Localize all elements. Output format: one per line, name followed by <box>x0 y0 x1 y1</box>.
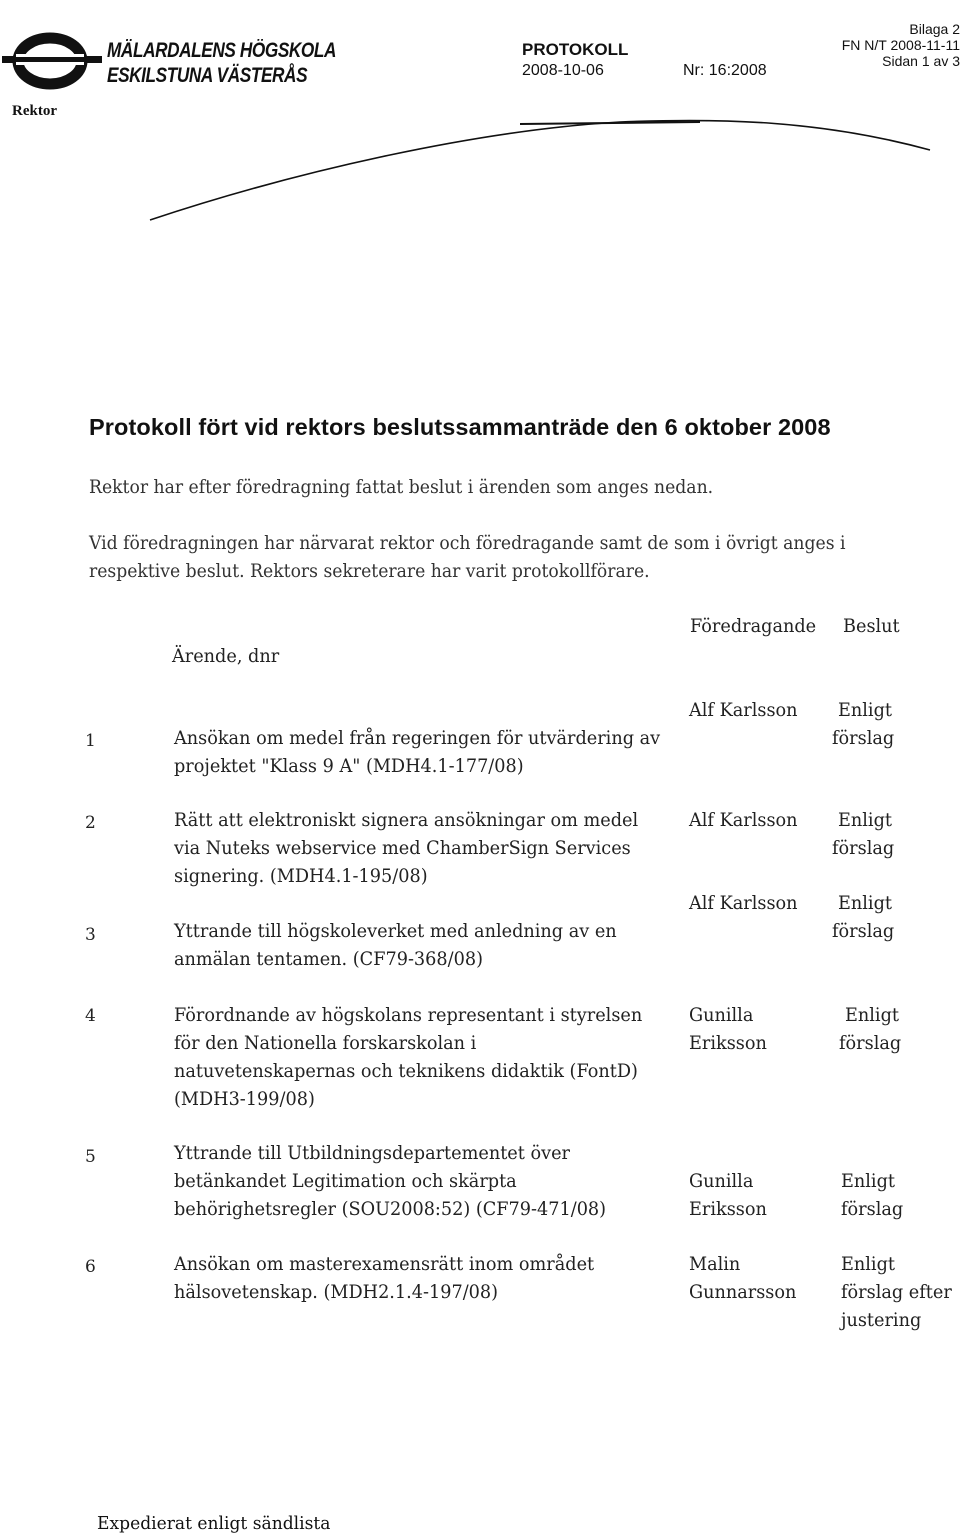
row-description-line: via Nuteks webservice med ChamberSign Services <box>174 837 631 859</box>
row-description-line: för den Nationella forskarskolan i <box>174 1032 477 1054</box>
column-header-arende: Ärende, dnr <box>172 645 280 667</box>
row-description-line: betänkandet Legitimation och skärpta <box>174 1170 517 1192</box>
row-decision-line: Enligt <box>838 809 892 831</box>
row-decision-line: Enligt <box>838 699 892 721</box>
row-presenter-line: Gunilla <box>689 1004 754 1026</box>
page-indicator: Sidan 1 av 3 <box>882 53 960 69</box>
intro-paragraph-2-line-1: Vid föredragningen har närvarat rektor och föredragande samt de som i övrigt anges i <box>89 533 846 554</box>
reference-code: FN N/T 2008-11-11 <box>841 37 960 53</box>
row-presenter-line: Gunilla <box>689 1170 754 1192</box>
page-title: Protokoll fört vid rektors beslutssammanträde den 6 oktober 2008 <box>89 414 831 440</box>
row-description-line: Ansökan om masterexamensrätt inom området <box>174 1253 595 1275</box>
intro-paragraph-1: Rektor har efter föredragning fattat beslut i ärenden som anges nedan. <box>89 477 714 498</box>
row-description-line: Rätt att elektroniskt signera ansökningar om medel <box>174 809 639 831</box>
row-presenter-line: Malin <box>689 1253 741 1275</box>
row-description-line: natuvetenskapernas och teknikens didaktik (FontD) <box>174 1060 638 1082</box>
row-decision-line: Enligt <box>841 1253 895 1275</box>
row-description-line: projektet "Klass 9 A" (MDH4.1-177/08) <box>174 755 524 777</box>
row-decision-line: förslag <box>841 1198 904 1220</box>
row-number: 3 <box>85 925 96 945</box>
document-date: 2008-10-06 <box>522 62 604 79</box>
row-presenter-line: Eriksson <box>689 1198 767 1220</box>
row-decision-line: Enligt <box>841 1170 895 1192</box>
row-description-line: Yttrande till Utbildningsdepartementet över <box>174 1142 571 1164</box>
row-presenter: Alf Karlsson <box>689 699 798 721</box>
document-type: PROTOKOLL <box>522 40 629 59</box>
org-name-line-1: MÄLARDALENS HÖGSKOLA <box>107 39 337 62</box>
row-description-line: Förordnande av högskolans representant i styrelsen <box>174 1004 643 1026</box>
column-header-beslut: Beslut <box>843 615 900 637</box>
document-number: Nr: 16:2008 <box>683 62 767 79</box>
row-description-line: signering. (MDH4.1-195/08) <box>174 865 428 887</box>
row-decision-line: förslag efter <box>841 1281 952 1303</box>
row-description-line: Yttrande till högskoleverket med anledning av en <box>174 920 617 942</box>
row-decision-line: Enligt <box>838 892 892 914</box>
row-presenter: Alf Karlsson <box>689 892 798 914</box>
header-divider <box>0 110 960 230</box>
org-name-line-2: ESKILSTUNA VÄSTERÅS <box>107 64 308 87</box>
distribution-note: Expedierat enligt sändlista <box>97 1513 331 1534</box>
intro-paragraph-2-line-2: respektive beslut. Rektors sekreterare har varit protokollförare. <box>89 561 650 582</box>
unit-label: Rektor <box>12 103 57 119</box>
row-description-line: Ansökan om medel från regeringen för utvärdering av <box>174 727 661 749</box>
row-description-line: (MDH3-199/08) <box>174 1088 315 1110</box>
row-presenter-line: Gunnarsson <box>689 1281 797 1303</box>
row-number: 5 <box>85 1147 96 1167</box>
row-number: 4 <box>85 1006 96 1026</box>
row-decision-line: förslag <box>832 727 895 749</box>
row-description-line: behörighetsregler (SOU2008:52) (CF79-471/08) <box>174 1198 607 1220</box>
row-decision-line: förslag <box>832 920 895 942</box>
university-logo <box>2 30 102 92</box>
column-header-foredragande: Föredragande <box>690 615 817 637</box>
row-decision-line: förslag <box>839 1032 902 1054</box>
row-description-line: hälsovetenskap. (MDH2.1.4-197/08) <box>174 1281 499 1303</box>
row-decision-line: Enligt <box>845 1004 899 1026</box>
row-decision-line: förslag <box>832 837 895 859</box>
row-number: 6 <box>85 1257 96 1277</box>
row-description-line: anmälan tentamen. (CF79-368/08) <box>174 948 483 970</box>
row-presenter-line: Eriksson <box>689 1032 767 1054</box>
attachment-label: Bilaga 2 <box>909 21 960 37</box>
row-presenter: Alf Karlsson <box>689 809 798 831</box>
row-number: 2 <box>85 813 96 833</box>
row-number: 1 <box>85 731 96 751</box>
row-decision-line: justering <box>841 1309 922 1331</box>
